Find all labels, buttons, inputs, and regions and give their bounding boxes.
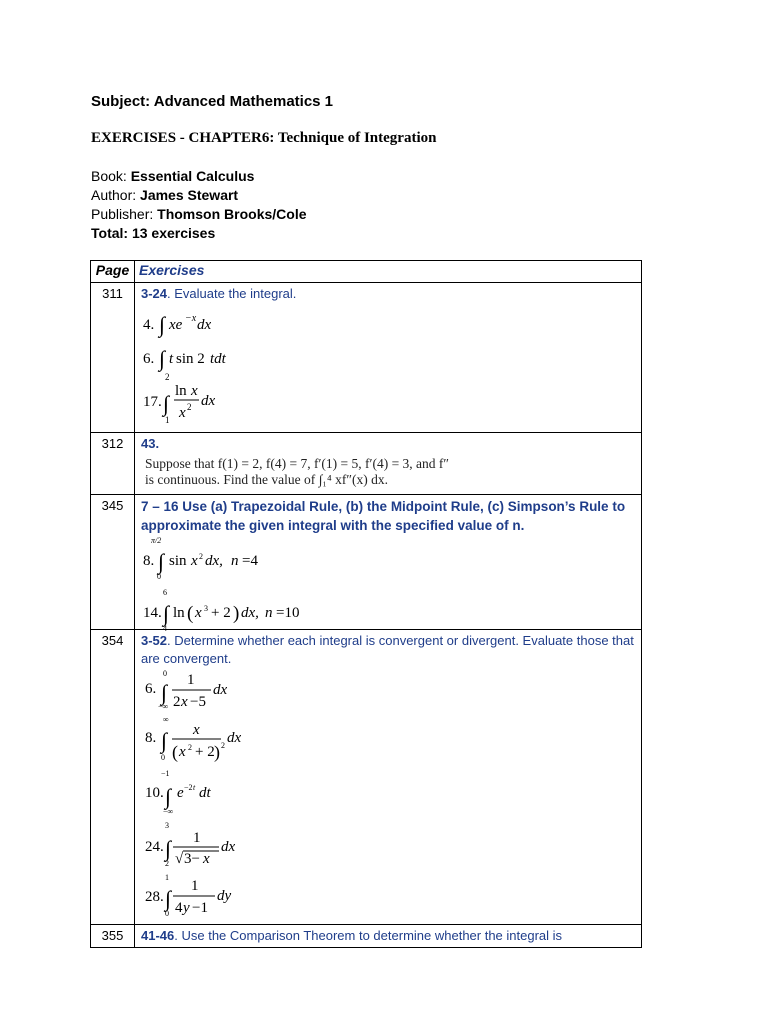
- page-number: 354: [91, 630, 135, 925]
- document-chapter-title: EXERCISES - CHAPTER6: Technique of Integration: [91, 130, 437, 146]
- svg-text:dx: dx: [197, 317, 212, 333]
- svg-text:=10: =10: [276, 605, 300, 621]
- svg-text:∫: ∫: [161, 680, 168, 705]
- svg-text:x: x: [191, 383, 198, 399]
- table-header-row: [91, 261, 642, 283]
- exercise-cell: [135, 283, 642, 433]
- svg-text:24.: 24.: [145, 839, 164, 855]
- svg-text:∫: ∫: [165, 886, 172, 911]
- svg-text:e: e: [177, 785, 184, 801]
- svg-text:−2: −2: [184, 783, 193, 792]
- svg-text:8.: 8.: [143, 553, 155, 569]
- svg-text:−1: −1: [192, 900, 208, 916]
- svg-text:x: x: [203, 851, 210, 867]
- svg-text:dt: dt: [199, 785, 211, 801]
- svg-text:x: x: [181, 694, 188, 710]
- header-page: Page: [91, 261, 135, 283]
- svg-text:): ): [233, 603, 240, 624]
- header-exercises: Exercises: [135, 261, 642, 283]
- svg-text:10.: 10.: [145, 785, 164, 801]
- svg-text:∫: ∫: [161, 728, 168, 753]
- svg-text:t: t: [193, 783, 196, 792]
- exercise-cell: [135, 495, 642, 633]
- svg-text:4: 4: [163, 624, 167, 633]
- svg-text:2: 2: [187, 402, 192, 412]
- svg-text:dx,: dx,: [205, 553, 223, 569]
- svg-text:0: 0: [161, 753, 165, 762]
- exercise-intro: [141, 632, 636, 668]
- svg-text:∫: ∫: [159, 312, 166, 337]
- svg-text:8.: 8.: [145, 730, 157, 746]
- exercise-range: 3-24: [141, 286, 168, 301]
- svg-text:−x: −x: [185, 313, 197, 324]
- svg-text:dx,: dx,: [241, 605, 259, 621]
- svg-text:sin: sin: [169, 553, 187, 569]
- table-row: [91, 630, 642, 925]
- svg-text:n: n: [231, 553, 239, 569]
- table-row: [91, 495, 642, 630]
- svg-text:xe: xe: [169, 317, 183, 333]
- svg-text:2: 2: [165, 372, 170, 382]
- book-label: Book:: [91, 168, 131, 184]
- integral-formulas: [141, 535, 441, 633]
- exercise-intro: [141, 285, 636, 303]
- total-line: [91, 224, 215, 243]
- publisher-value: Thomson Brooks/Cole: [157, 206, 307, 222]
- exercise-intro: [141, 435, 636, 453]
- exercise-intro: 7 – 16 Use (a) Trapezoidal Rule, (b) the Midpoint Rule, (c) Simpson’s Rule to approximate the given integral with the specified value of n.: [141, 499, 626, 533]
- exercise-table: [90, 260, 642, 948]
- author-value: James Stewart: [140, 187, 239, 203]
- book-value: Essential Calculus: [130, 168, 255, 184]
- author-label: Author:: [91, 187, 141, 203]
- svg-text:∫: ∫: [165, 784, 172, 809]
- svg-text:∫: ∫: [158, 549, 165, 574]
- svg-text:(: (: [172, 742, 178, 762]
- svg-text:x: x: [179, 744, 186, 760]
- exercise-instruction: . Use the Comparison Theorem to determine whether the integral is: [174, 928, 563, 943]
- svg-text:dx: dx: [201, 393, 216, 409]
- exercise-range: 3-52: [141, 633, 168, 648]
- svg-text:√: √: [175, 851, 184, 867]
- svg-text:∫: ∫: [159, 346, 166, 371]
- svg-text:∞: ∞: [163, 715, 169, 724]
- svg-text:−5: −5: [190, 694, 206, 710]
- exercise-cell: [135, 433, 642, 495]
- problem-line: Suppose that f(1) = 2, f(4) = 7, f′(1) = 5, f′(4) = 3, and f″: [145, 456, 450, 471]
- page-number: 312: [91, 433, 135, 495]
- document-subject: Subject: Advanced Mathematics 1: [91, 93, 334, 110]
- svg-text:dy: dy: [217, 888, 232, 904]
- svg-text:2: 2: [221, 741, 225, 750]
- svg-text:1: 1: [165, 873, 169, 882]
- svg-text:−∞: −∞: [163, 807, 174, 816]
- page-number: 355: [91, 925, 135, 948]
- svg-text:x: x: [191, 553, 198, 569]
- svg-text:tdt: tdt: [210, 351, 226, 367]
- exercise-range: 41-46: [141, 928, 175, 943]
- svg-text:6.: 6.: [145, 681, 157, 697]
- svg-text:x: x: [193, 722, 200, 738]
- exercise-intro: [141, 927, 636, 945]
- table-row: [91, 283, 642, 433]
- exercise-range: 43.: [141, 436, 160, 451]
- svg-text:14.: 14.: [143, 605, 162, 621]
- svg-text:1: 1: [187, 672, 195, 688]
- svg-text:17.: 17.: [143, 394, 162, 410]
- svg-text:∫: ∫: [163, 391, 170, 416]
- svg-text:(: (: [187, 603, 194, 624]
- svg-text:): ): [214, 742, 220, 762]
- svg-text:1: 1: [193, 830, 201, 846]
- svg-text:∫: ∫: [165, 836, 172, 861]
- svg-text:0: 0: [163, 669, 167, 678]
- svg-text:=4: =4: [242, 553, 258, 569]
- svg-text:ln: ln: [173, 605, 185, 621]
- svg-text:3: 3: [165, 821, 169, 830]
- svg-text:π/2: π/2: [151, 536, 162, 545]
- svg-text:3−: 3−: [184, 851, 200, 867]
- svg-text:2: 2: [199, 552, 203, 561]
- svg-text:sin 2: sin 2: [176, 351, 205, 367]
- page-number: 311: [91, 283, 135, 433]
- svg-text:1: 1: [165, 415, 170, 425]
- svg-text:ln: ln: [175, 383, 187, 399]
- svg-text:−1: −1: [161, 769, 170, 778]
- exercise-instruction: . Evaluate the integral.: [167, 286, 297, 301]
- svg-text:6.: 6.: [143, 351, 155, 367]
- svg-text:x: x: [179, 405, 186, 421]
- svg-text:2: 2: [165, 859, 169, 868]
- svg-text:t: t: [169, 351, 174, 367]
- svg-text:y: y: [183, 900, 190, 916]
- svg-text:6: 6: [163, 588, 167, 597]
- svg-text:28.: 28.: [145, 889, 164, 905]
- svg-text:dx: dx: [221, 839, 236, 855]
- integral-formulas: [141, 668, 441, 922]
- page-number: 345: [91, 495, 135, 630]
- svg-text:dx: dx: [227, 730, 242, 746]
- author-line: [91, 186, 238, 205]
- publisher-label: Publisher:: [91, 206, 158, 222]
- svg-text:+ 2: + 2: [211, 605, 231, 621]
- problem-text: [145, 456, 636, 488]
- table-row: [91, 925, 642, 948]
- svg-text:+ 2: + 2: [195, 744, 215, 760]
- svg-text:2: 2: [173, 694, 181, 710]
- exercise-cell: [135, 630, 642, 925]
- item-number: 4.: [143, 317, 155, 333]
- total-value: Total: 13 exercises: [91, 225, 216, 241]
- exercise-instruction: . Determine whether each integral is convergent or divergent. Evaluate those that are convergent.: [141, 633, 634, 666]
- svg-text:n: n: [265, 605, 273, 621]
- problem-line: is continuous. Find the value of ∫₁⁴ xf″(x) dx.: [145, 472, 388, 487]
- svg-text:∫: ∫: [163, 601, 170, 626]
- publisher-line: [91, 205, 307, 224]
- svg-text:x: x: [195, 605, 202, 621]
- svg-text:0: 0: [157, 572, 161, 581]
- svg-text:0: 0: [165, 909, 169, 918]
- exercise-cell: [135, 925, 642, 948]
- svg-text:4: 4: [175, 900, 183, 916]
- svg-text:1: 1: [191, 878, 199, 894]
- table-row: [91, 433, 642, 495]
- integral-formulas: [141, 303, 441, 427]
- svg-text:3: 3: [204, 604, 208, 613]
- book-line: [91, 167, 254, 186]
- svg-text:dx: dx: [213, 682, 228, 698]
- svg-text:−∞: −∞: [158, 702, 169, 711]
- svg-text:2: 2: [188, 743, 192, 752]
